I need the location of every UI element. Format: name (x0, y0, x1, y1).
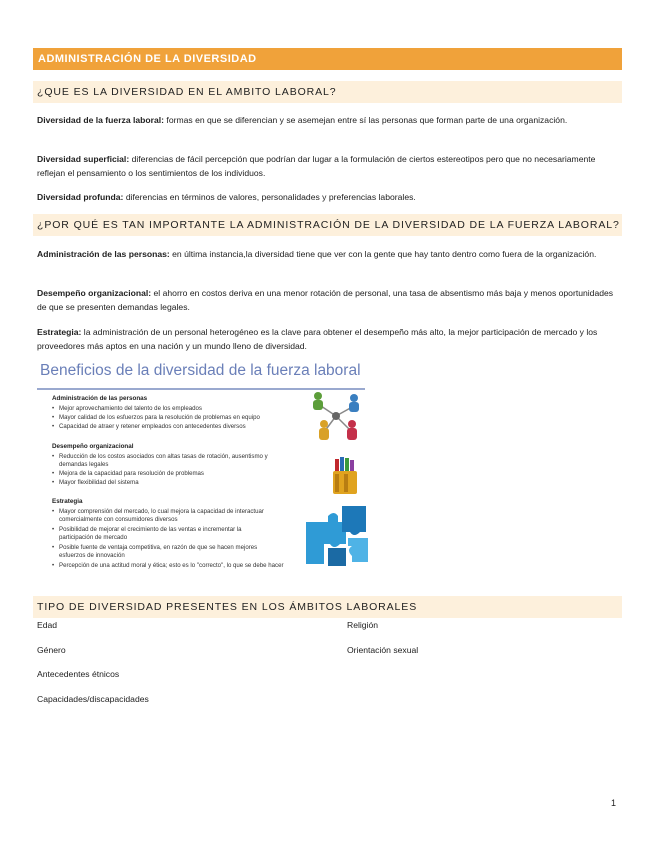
term-label: Administración de las personas: (37, 249, 170, 259)
figure-list-item: • Capacidad de atraer y retener empleados con antecedentes diversos (59, 423, 246, 431)
diversity-type-item: Edad (37, 620, 58, 630)
figure-list-item: • Mejora de la capacidad para resolución de problemas (59, 470, 204, 478)
term-label: Desempeño organizacional: (37, 288, 152, 298)
paragraph-profunda (37, 191, 619, 205)
page-number: 1 (611, 798, 617, 808)
paragraph-estrategia (37, 326, 619, 353)
diversity-type-item: Orientación sexual (347, 645, 419, 655)
paragraph-administracion (37, 248, 619, 262)
term-label: Diversidad superficial: (37, 154, 130, 164)
term-text: diferencias de fácil percepción que podrían dar lugar a la formulación de ciertos estereotipos pero que no necesariamente reflejan el pensamiento o los sentimientos de los individuos. (37, 154, 596, 178)
paragraph-fuerza-laboral (37, 114, 619, 128)
puzzle-icon (302, 502, 370, 568)
figure-group-title: Desempeño organizacional (52, 443, 134, 450)
figure-list-item: • Mejor aprovechamiento del talento de los empleados (59, 405, 202, 413)
document-title: ADMINISTRACIÓN DE LA DIVERSIDAD (33, 48, 622, 70)
term-text: diferencias en términos de valores, personalidades y preferencias laborales. (123, 192, 416, 202)
term-text: la administración de un personal heterogéneo es la clave para obtener el desempeño más alto, la mejor participación de mercado y los proveedores más aptos en una nación y un mundo lleno de diversidad. (37, 327, 598, 351)
figure-list-item: • Mayor flexibilidad del sistema (59, 479, 139, 487)
diversity-type-item: Religión (347, 620, 379, 630)
figure-list-item: • Percepción de una actitud moral y ética; esto es lo "correcto", lo que se debe hacer (59, 562, 369, 570)
figure-title: Beneficios de la diversidad de la fuerza laboral (40, 362, 361, 379)
crayons-cup-icon (331, 456, 361, 496)
paragraph-desempeno (37, 287, 619, 314)
diversity-type-item: Género (37, 645, 66, 655)
figure-list-item: • Posibilidad de mejorar el crecimiento de las ventas e incrementar la participación de mercado (59, 526, 264, 541)
term-label: Estrategia: (37, 327, 82, 337)
term-text: en última instancia,la diversidad tiene que ver con la gente que hay tanto dentro como fuera de la organización. (169, 249, 597, 259)
diversity-type-item: Capacidades/discapacidades (37, 694, 149, 704)
section-heading-what-is-diversity: ¿QUE ES LA DIVERSIDAD EN EL AMBITO LABORAL? (33, 81, 622, 103)
people-network-icon (302, 390, 370, 444)
term-text: formas en que se diferencian y se asemejan entre sí las personas que forman parte de una organización. (164, 115, 568, 125)
term-label: Diversidad profunda: (37, 192, 124, 202)
figure-list-item: • Reducción de los costos asociados con altas tasas de rotación, ausentismo y demandas legales (59, 453, 274, 468)
term-text: el ahorro en costos deriva en una menor rotación de personal, una tasa de absentismo más baja y menos oportunidades de que se presenten demandas legales. (37, 288, 614, 312)
term-label: Diversidad de la fuerza laboral: (37, 115, 165, 125)
section-heading-diversity-types: TIPO DE DIVERSIDAD PRESENTES EN LOS ÁMBITOS LABORALES (33, 596, 622, 618)
section-heading-why-important: ¿POR QUÉ ES TAN IMPORTANTE LA ADMINISTRACIÓN DE LA DIVERSIDAD DE LA FUERZA LABORAL? (33, 214, 622, 236)
figure-group-title: Estrategia (52, 498, 83, 505)
figure-list-item: • Mayor comprensión del mercado, lo cual mejora la capacidad de interactuar comercialmente con consumidores diversos (59, 508, 264, 523)
figure-group-title: Administración de las personas (52, 395, 148, 402)
figure-list-item: • Mayor calidad de los esfuerzos para la resolución de problemas en equipo (59, 414, 260, 422)
benefits-figure (37, 360, 369, 578)
diversity-type-item: Antecedentes étnicos (37, 669, 120, 679)
paragraph-superficial (37, 153, 619, 180)
figure-list-item: • Posible fuente de ventaja competitiva, en razón de que se hacen mejores esfuerzos de innovación (59, 544, 264, 559)
